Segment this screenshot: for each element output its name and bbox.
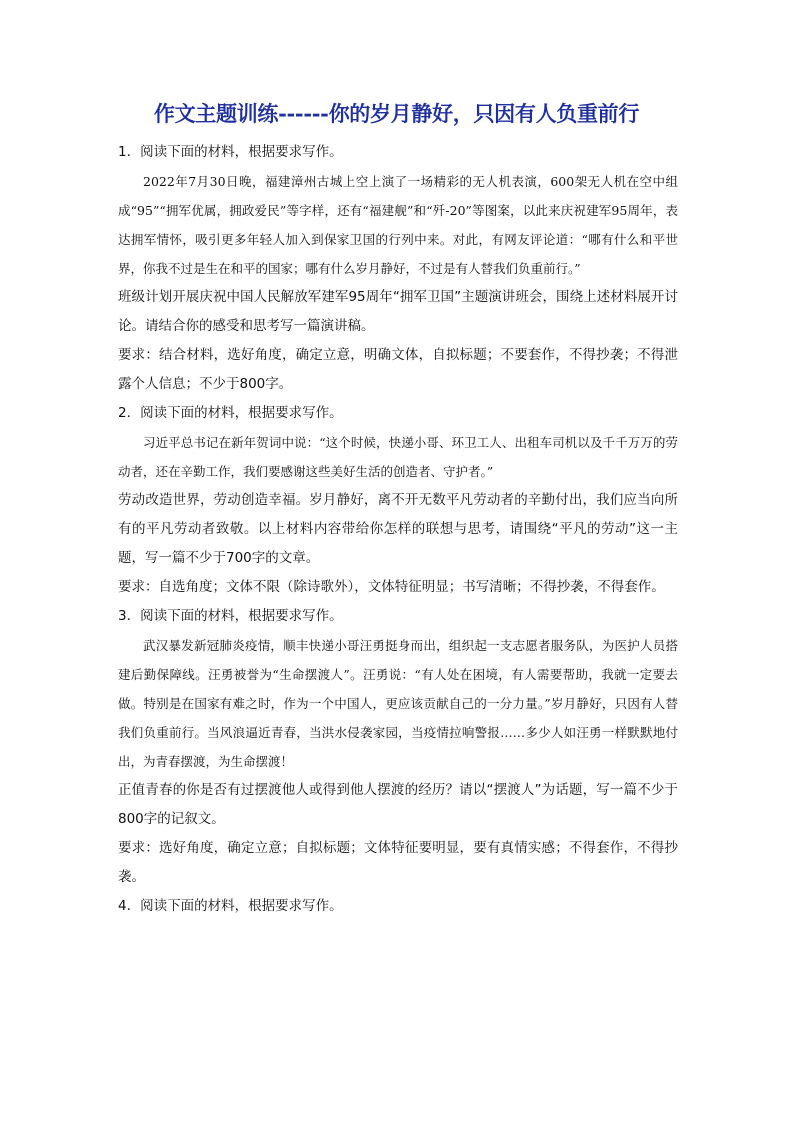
question-1 bbox=[118, 138, 678, 399]
question-task: 正值青春的你是否有过摆渡他人或得到他人摆渡的经历？请以“摆渡人”为话题，写一篇不少于800字的记叙文。 bbox=[118, 782, 678, 827]
question-material: 2022年7月30日晚，福建漳州古城上空上演了一场精彩的无人机表演，600架无人机在空中组成“95”“拥军优属，拥政爱民”等字样，还有“福建舰”和“歼-20”等图案，以此来庆祝建军95周年，表达拥军情怀，吸引更多年轻人加入到保家卫国的行列中来。对此，有网友评论道：“哪有什么和平世界，你我不过是生在和平的国家；哪有什么岁月静好，不过是有人替我们负重前行。” bbox=[118, 174, 678, 276]
question-3 bbox=[118, 602, 678, 892]
question-material: 武汉暴发新冠肺炎疫情，顺丰快递小哥汪勇挺身而出，组织起一支志愿者服务队，为医护人员搭建后勤保障线。汪勇被誉为“生命摆渡人”。汪勇说：“有人处在困境，有人需要帮助，我就一定要去做。特别是在国家有难之时，作为一个中国人，更应该贡献自己的一分力量。”岁月静好，只因有人替我们负重前行。当风浪逼近青春，当洪水侵袭家园，当疫情拉响警报……多少人如汪勇一样默默地付出，为青春摆渡，为生命摆渡！ bbox=[118, 638, 678, 769]
question-4 bbox=[118, 892, 678, 921]
question-heading: 3．阅读下面的材料，根据要求写作。 bbox=[118, 608, 343, 624]
question-requirement: 要求：结合材料，选好角度，确定立意，明确文体，自拟标题；不要套作，不得抄袭；不得泄露个人信息；不少于800字。 bbox=[118, 347, 678, 392]
question-2 bbox=[118, 399, 678, 602]
question-material: 习近平总书记在新年贺词中说：“这个时候，快递小哥、环卫工人、出租车司机以及千千万万的劳动者，还在辛勤工作，我们要感谢这些美好生活的创造者、守护者。” bbox=[118, 435, 678, 479]
question-heading: 4．阅读下面的材料，根据要求写作。 bbox=[118, 898, 343, 914]
document-page bbox=[118, 98, 678, 921]
question-requirement: 要求：选好角度，确定立意；自拟标题；文体特征要明显，要有真情实感；不得套作，不得抄袭。 bbox=[118, 840, 678, 885]
question-task: 劳动改造世界，劳动创造幸福。岁月静好，离不开无数平凡劳动者的辛勤付出，我们应当向所有的平凡劳动者致敬。以上材料内容带给你怎样的联想与思考，请围绕“平凡的劳动”这一主题，写一篇不少于700字的文章。 bbox=[118, 492, 678, 566]
question-task: 班级计划开展庆祝中国人民解放军建军95周年“拥军卫国”主题演讲班会，围绕上述材料展开讨论。请结合你的感受和思考写一篇演讲稿。 bbox=[118, 289, 678, 334]
question-heading: 1．阅读下面的材料，根据要求写作。 bbox=[118, 144, 343, 160]
question-requirement: 要求：自选角度；文体不限（除诗歌外），文体特征明显；书写清晰；不得抄袭，不得套作。 bbox=[118, 579, 665, 595]
page-title: 作文主题训练------你的岁月静好，只因有人负重前行 bbox=[153, 101, 640, 126]
question-heading: 2．阅读下面的材料，根据要求写作。 bbox=[118, 405, 343, 421]
